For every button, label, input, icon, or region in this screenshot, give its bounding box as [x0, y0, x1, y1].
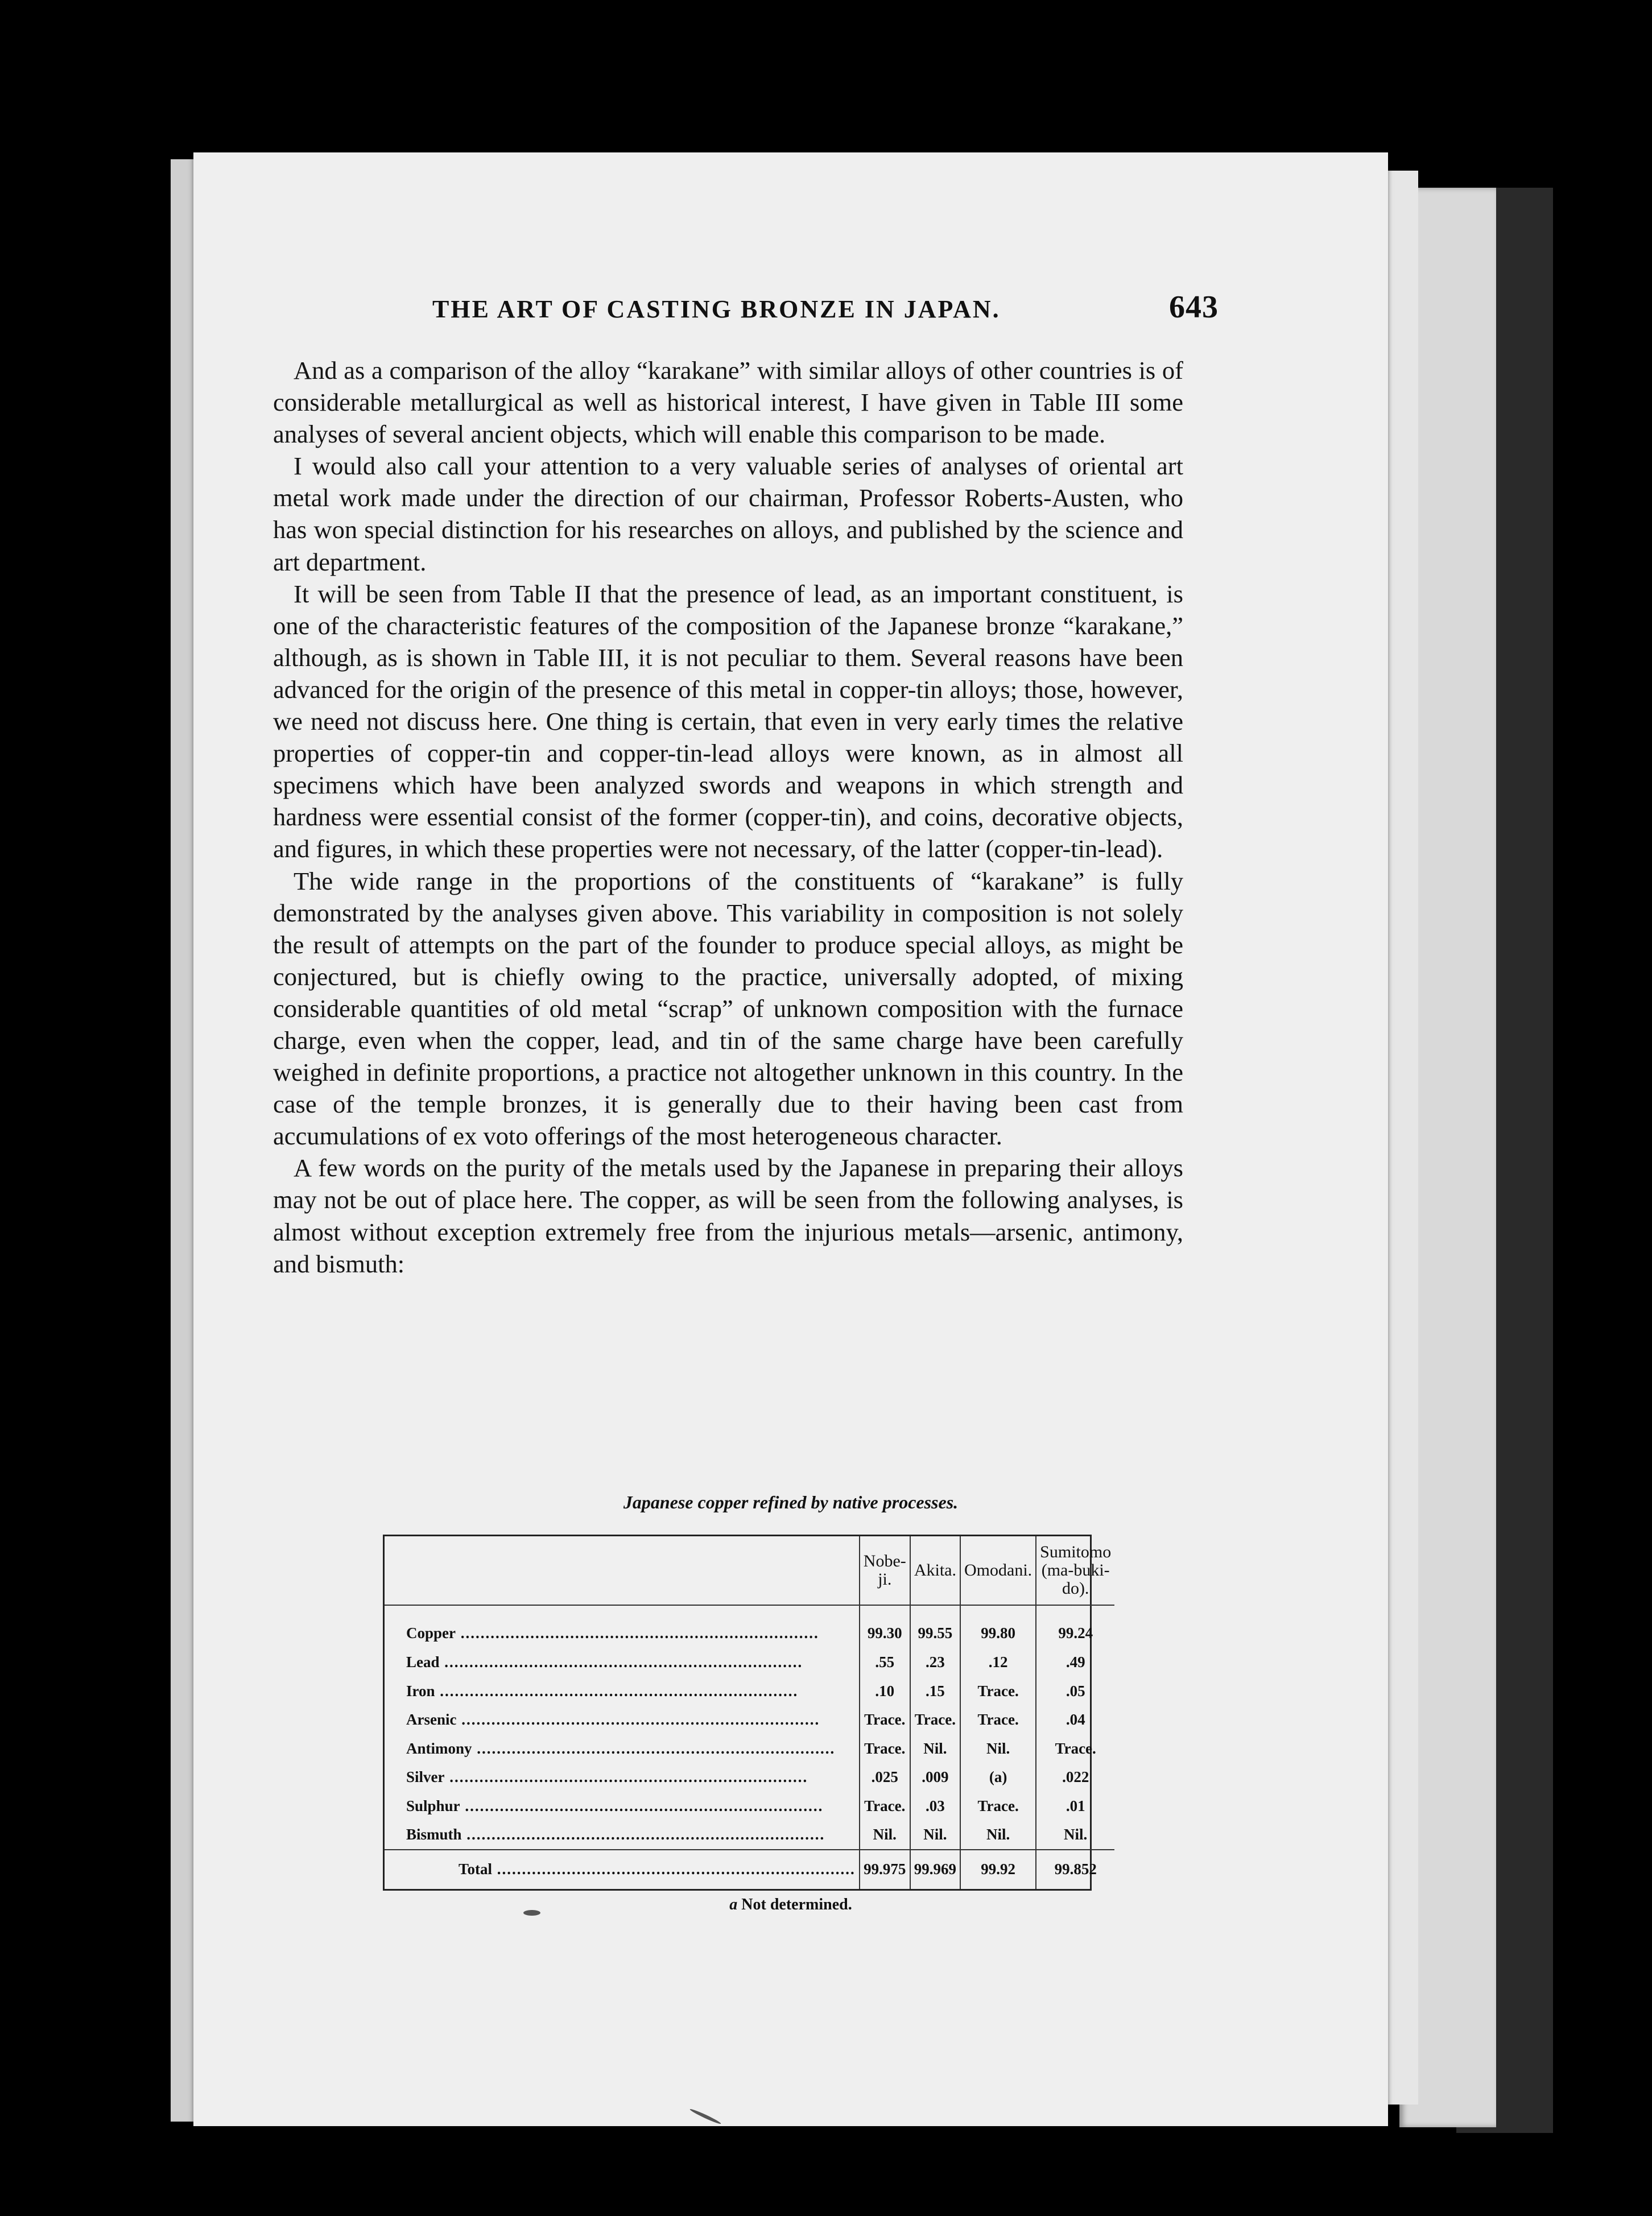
total-cell: 99.975: [860, 1850, 910, 1889]
row-label: Sulphur .....: [385, 1792, 860, 1820]
table-cell: Nil.: [910, 1820, 960, 1850]
column-header: Sumitomo (ma-buki-do).: [1036, 1536, 1114, 1605]
row-label: Lead .....: [385, 1648, 860, 1677]
table-cell: Nil.: [960, 1820, 1036, 1850]
document-page: [193, 152, 1388, 2126]
table-cell: .01: [1036, 1792, 1114, 1820]
row-label: Copper .....: [385, 1605, 860, 1648]
table-row: [385, 1677, 1114, 1705]
table-row: [385, 1648, 1114, 1677]
row-label: Silver .....: [385, 1763, 860, 1791]
analysis-table-grid: [385, 1536, 1114, 1889]
row-label: Iron .....: [385, 1677, 860, 1705]
table-cell: Trace.: [910, 1706, 960, 1734]
table-cell: .04: [1036, 1706, 1114, 1734]
running-title: THE ART OF CASTING BRONZE IN JAPAN.: [432, 295, 1001, 323]
table-row: [385, 1605, 1114, 1648]
table-cell: Nil.: [910, 1734, 960, 1763]
table-row: [385, 1763, 1114, 1791]
paragraph-oriental-analyses: I would also call your attention to a very valuable series of analyses of oriental art metal work made under the direction of our chairman, Professor Roberts-Austen, who has won special distinction for his researches on alloys, and published by the science and art department.: [273, 452, 1183, 576]
table-cell: Trace.: [960, 1706, 1036, 1734]
total-cell: 99.852: [1036, 1850, 1114, 1889]
table-cell: 99.80: [960, 1605, 1036, 1648]
page-number: 643: [1169, 290, 1219, 325]
table-row: [385, 1734, 1114, 1763]
table-cell: Nil.: [960, 1734, 1036, 1763]
paragraph-karakane-range: The wide range in the proportions of the constituents of “karakane” is fully demonstrated by the analyses given above. This variability in composition is not solely the result of attempts on the part of the founder to produce special alloys, as might be conjectured, but is chiefly owing to the practice, universally adopted, of mixing considerable quantities of old metal “scrap” of unknown composition with the furnace charge, even when the copper, lead, and tin of the same charge have been carefully weighed in definite proportions, a practice not altogether unknown in this country. In the case of the temple bronzes, it is generally due to their having been cast from accumulations of ex voto offerings of the most heterogeneous character.: [273, 866, 1183, 1151]
table-total-row: [385, 1850, 1114, 1889]
column-header: Akita.: [910, 1536, 960, 1605]
column-header: Nobe-ji.: [860, 1536, 910, 1605]
table-cell: Trace.: [1036, 1734, 1114, 1763]
header-blank-cell: [385, 1536, 860, 1605]
copper-analysis-table: [383, 1535, 1112, 1891]
table-caption: Japanese copper refined by native processes.: [623, 1492, 959, 1512]
table-cell: .009: [910, 1763, 960, 1791]
table-cell: .022: [1036, 1763, 1114, 1791]
table-cell: Trace.: [860, 1792, 910, 1820]
table-cell: Trace.: [860, 1706, 910, 1734]
total-cell: 99.969: [910, 1850, 960, 1889]
ink-smudge: [523, 1910, 540, 1916]
table-cell: Nil.: [1036, 1820, 1114, 1850]
table-cell: Trace.: [960, 1792, 1036, 1820]
table-cell: .03: [910, 1792, 960, 1820]
total-label: Total .....: [385, 1850, 860, 1889]
paragraph-lead-presence: It will be seen from Table II that the presence of lead, as an important constituent, is one of the characteristic features of the composition of the Japanese bronze “karakane,” although, as is shown in Table III, it is not peculiar to them. Several reasons have been advanced for the origin of the presence of this metal in copper-tin alloys; those, however, we need not discuss here. One thing is certain, that even in very early times the relative properties of copper-tin and copper-tin-lead alloys were known, as in almost all specimens which have been analyzed swords and weapons in which strength and hardness were essential consist of the former (copper-tin), and coins, decorative objects, and figures, in which these properties were not necessary, of the latter (copper-tin-lead).: [273, 579, 1183, 863]
table-cell: .12: [960, 1648, 1036, 1677]
ink-smudge: [689, 2108, 722, 2126]
body-text: [273, 354, 1183, 1280]
table-cell: .05: [1036, 1677, 1114, 1705]
table-cell: .10: [860, 1677, 910, 1705]
column-header: Omodani.: [960, 1536, 1036, 1605]
footnote-text: Not determined.: [741, 1896, 852, 1913]
table-cell: (a): [960, 1763, 1036, 1791]
table-cell: .15: [910, 1677, 960, 1705]
paragraph-comparison: And as a comparison of the alloy “karakane” with similar alloys of other countries is of considerable metallurgical as well as historical interest, I have given in Table III some analyses of several ancient objects, which will enable this comparison to be made.: [273, 356, 1183, 449]
table-cell: 99.30: [860, 1605, 910, 1648]
table-row: [385, 1792, 1114, 1820]
table-cell: .55: [860, 1648, 910, 1677]
table-footnote: [193, 1896, 1388, 1914]
table-header-row: [385, 1536, 1114, 1605]
table-cell: .49: [1036, 1648, 1114, 1677]
table-cell: .025: [860, 1763, 910, 1791]
footnote-marker: a: [729, 1896, 738, 1913]
row-label: Bismuth .....: [385, 1820, 860, 1850]
table-cell: Nil.: [860, 1820, 910, 1850]
row-label: Arsenic .....: [385, 1706, 860, 1734]
table-row: [385, 1706, 1114, 1734]
paragraph-metal-purity: A few words on the purity of the metals used by the Japanese in preparing their alloys may not be out of place here. The copper, as will be seen from the following analyses, is almost without exception extremely free from the injurious metals—arsenic, antimony, and bismuth:: [273, 1154, 1183, 1278]
table-cell: 99.24: [1036, 1605, 1114, 1648]
table-cell: Trace.: [860, 1734, 910, 1763]
table-row: [385, 1820, 1114, 1850]
row-label: Antimony .....: [385, 1734, 860, 1763]
table-cell: 99.55: [910, 1605, 960, 1648]
table-cell: .23: [910, 1648, 960, 1677]
total-cell: 99.92: [960, 1850, 1036, 1889]
table-cell: Trace.: [960, 1677, 1036, 1705]
